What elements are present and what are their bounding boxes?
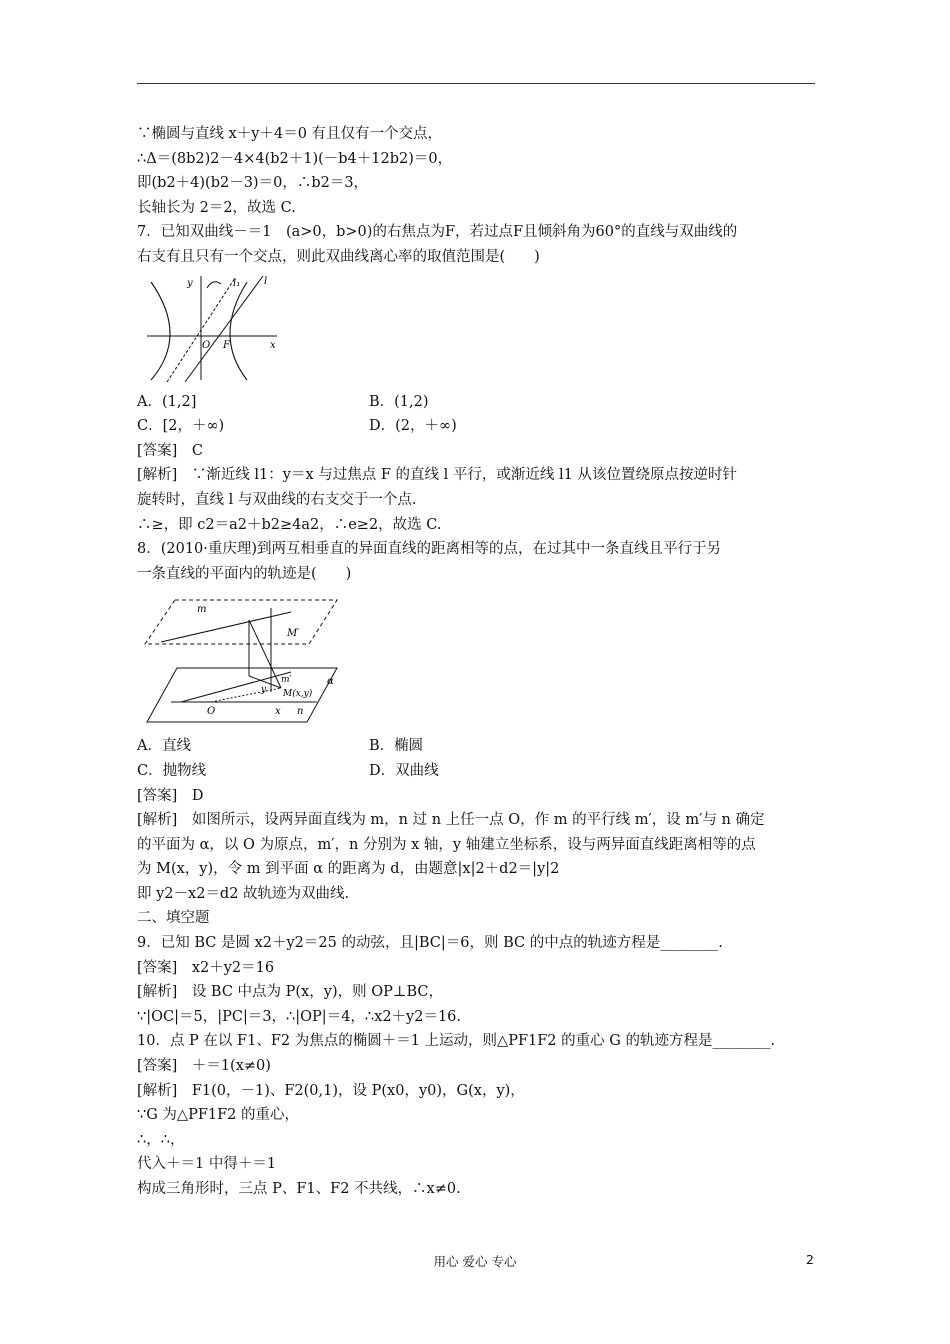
option-a: A．(1,2]	[137, 393, 197, 410]
left-branch	[151, 282, 170, 380]
header-rule	[137, 83, 815, 84]
answer-line: [答案] ＋＝1(x≠0)	[137, 1058, 271, 1075]
option-d: D．双曲线	[369, 762, 439, 779]
analysis-line: ∴≥，即 c2＝a2＋b2≥4a2，∴e≥2，故选 C.	[137, 516, 442, 533]
fig2-label: m′	[281, 675, 292, 686]
analysis-line: 代入＋＝1 中得＋＝1	[137, 1156, 277, 1173]
analysis-line: 旋转时，直线 l 与双曲线的右支交于一个点.	[137, 491, 417, 508]
fig2-label: x	[275, 706, 281, 718]
question-8-line: 一条直线的平面内的轨迹是( )	[137, 565, 352, 582]
question-7-line: 右支有且只有一个交点，则此双曲线离心率的取值范围是( )	[137, 248, 540, 265]
dashed-line	[211, 688, 281, 702]
fig1-label: y	[187, 277, 193, 289]
question-8-line: 8．(2010·重庆理)到两互相垂直的异面直线的距离相等的点，在过其中一条直线且平行于另	[137, 541, 722, 558]
option-a: A．直线	[137, 738, 191, 755]
option-row	[137, 759, 827, 784]
footer-text: 用心 爱心 专心	[433, 1254, 517, 1269]
text-line: ∴Δ＝(8b2)2－4×4(b2＋1)(－b4＋12b2)＝0，	[137, 150, 453, 167]
option-row	[137, 390, 827, 415]
fig2-label: y	[261, 685, 267, 696]
fig2-label: O	[207, 706, 216, 718]
skew-lines-figure	[141, 590, 341, 730]
question-7-line: 7．已知双曲线－＝1 (a>0，b>0)的右焦点为F，若过点F且倾斜角为60°的直线与双曲线的	[137, 224, 738, 241]
fig1-label: l₁	[233, 277, 241, 289]
answer-line: [答案] C	[137, 442, 203, 459]
analysis-line: 即 y2－x2＝d2 故轨迹为双曲线.	[137, 885, 350, 902]
fig2-label: n	[297, 706, 304, 718]
fig1-label: O	[202, 339, 211, 351]
option-c: C．抛物线	[137, 762, 207, 779]
option-row	[137, 414, 827, 439]
answer-line: [答案] D	[137, 787, 204, 804]
analysis-line: [解析] 如图所示，设两异面直线为 m，n 过 n 上任一点 O，作 m 的平行线 m′，设 m′与 n 确定	[137, 812, 765, 829]
analysis-line: ∵G 为△PF1F2 的重心，	[137, 1107, 300, 1124]
text-line: 长轴长为 2＝2，故选 C.	[137, 199, 296, 216]
option-c: C．[2，＋∞)	[137, 418, 225, 435]
rotation-arrow	[207, 281, 221, 287]
analysis-line: 的平面为 α，以 O 为原点，m′，n 分别为 x 轴，y 轴建立坐标系，设与两异面直线距离相等的点	[137, 836, 756, 853]
text-line: ∵椭圆与直线 x＋y＋4＝0 有且仅有一个交点，	[137, 126, 443, 142]
section-heading: 二、填空题	[137, 910, 210, 927]
option-row	[137, 734, 827, 759]
option-d: D．(2，＋∞)	[369, 418, 457, 435]
analysis-line: [解析] 设 BC 中点为 P(x，y)，则 OP⊥BC，	[137, 984, 444, 1001]
answer-line: [答案] x2＋y2＝16	[137, 959, 275, 976]
fig1-label: F	[223, 339, 230, 351]
analysis-line: ∵|OC|＝5，|PC|＝3，∴|OP|＝4，∴x2＋y2＝16.	[137, 1008, 462, 1025]
fig2-label: m	[197, 604, 207, 616]
fig2-label: M′	[287, 628, 300, 640]
option-b: B．椭圆	[369, 738, 424, 755]
page-number: 2	[806, 1252, 814, 1267]
analysis-line: [解析] F1(0，－1)、F2(0,1)，设 P(x0，y0)，G(x，y)，	[137, 1082, 525, 1099]
text-line: 即(b2＋4)(b2－3)＝0，∴b2＝3，	[137, 175, 369, 192]
question-10-line: 10．点 P 在以 F1、F2 为焦点的椭圆＋＝1 上运动，则△PF1F2 的重心 G 的轨迹方程是________.	[137, 1033, 776, 1050]
analysis-line: [解析] ∵渐近线 l1：y＝x 与过焦点 F 的直线 l 平行，或渐近线 l1 从该位置绕原点按逆时针	[137, 467, 737, 484]
page-content	[137, 122, 827, 1202]
option-b: B．(1,2)	[369, 393, 429, 410]
analysis-line: 为 M(x，y)，令 m 到平面 α 的距离为 d，由题意|x|2＋d2＝|y|2	[137, 861, 560, 878]
analysis-line: ∴，∴，	[137, 1131, 185, 1148]
question-9-line: 9．已知 BC 是圆 x2＋y2＝25 的动弦，且|BC|＝6，则 BC 的中点的轨迹方程是________.	[137, 935, 723, 952]
right-branch	[230, 282, 247, 380]
hyperbola-figure	[137, 274, 287, 384]
upper-plane	[145, 600, 337, 644]
line-l	[185, 276, 263, 382]
fig2-label: M(x,y)	[283, 689, 313, 700]
analysis-line: 构成三角形时，三点 P、F1、F2 不共线，∴x≠0.	[137, 1181, 461, 1197]
fig1-label: x	[270, 339, 276, 351]
fig1-label: l	[264, 275, 268, 287]
fig2-label: α	[327, 676, 334, 688]
